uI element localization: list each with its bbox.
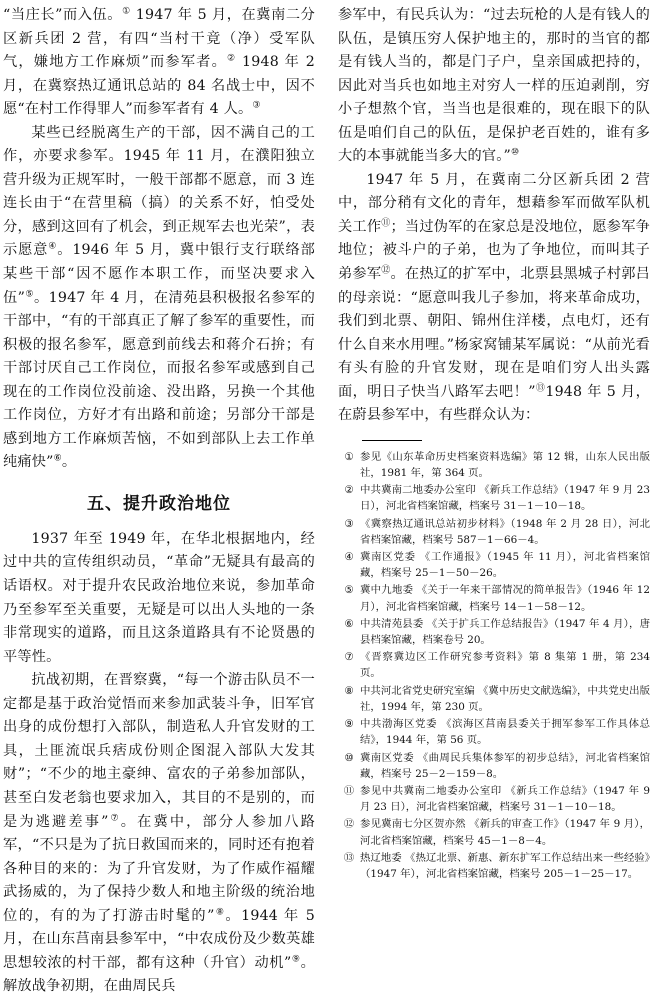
right-column xyxy=(338,4,650,883)
footnote-number: ⑧ xyxy=(344,684,354,697)
footnote-ref[interactable]: ⑩ xyxy=(511,147,520,158)
footnote-number: ④ xyxy=(344,551,354,564)
footnote-ref[interactable]: ⑥ xyxy=(53,453,62,464)
footnote-ref[interactable]: ⑪ xyxy=(381,218,391,229)
footnote-text: 中共冀南二地委办公室印 《新兵工作总结》（1947 年 9 月 23 日），河北省档案馆藏，档案号 31－1－10－18。 xyxy=(360,484,650,513)
footnote-number: ⑦ xyxy=(344,651,354,664)
footnote xyxy=(338,783,650,815)
footnote-ref[interactable]: ④ xyxy=(48,241,58,252)
footnote xyxy=(338,482,650,514)
footnote-ref[interactable]: ⑨ xyxy=(291,954,301,965)
footnote xyxy=(338,516,650,548)
footnote-number: ⑩ xyxy=(344,751,354,764)
footnote-ref[interactable]: ⑦ xyxy=(108,812,121,823)
footnote-text: 《晋察冀边区工作研究参考资料》第 8 集第 1 册，第 234 页。 xyxy=(360,651,650,680)
footnote-ref[interactable]: ⑬ xyxy=(535,383,546,394)
footnote-text: 参见冀南七分区贺亦然 《新兵的审查工作》（1947 年 9 月），河北省档案馆藏，档案号 45－1－8－4。 xyxy=(360,818,650,847)
footnote-number: ⑬ xyxy=(343,851,355,864)
footnote-ref[interactable]: ② xyxy=(227,53,237,64)
footnote xyxy=(338,449,650,481)
footnote-text: 《冀察热辽通讯总站初步材料》（1948 年 2 月 28 日），河北省档案馆藏，档案号 587－1－66－4。 xyxy=(360,517,650,546)
footnote-text: 冀中九地委 《关于一年来干部情况的简单报告》（1946 年 12 月），河北省档案馆藏，档案号 14－1－58－12。 xyxy=(360,584,650,613)
body-paragraph: 抗战初期，在晋察冀，“每一个游击队员不一定都是基于政治觉悟而来参加武装斗争，旧军官出身的成份想打入部队，制造私人升官发财的工具，土匪流氓兵痞成份则企图混入部队大发其财”；“不少的地主豪绅、富农的子弟参加部队，甚至白发老翁也要求加入，其目的不是别的，而是为逃避差事”⑦。在冀中，部分人参加八路军，“不只是为了抗日救国而来的，同时还有抱着各种目的来的：为了升官发财，为了作威作福耀武扬威的，为了保持少数人和地主阶级的统治地位的，有的为了打游击时髦的”⑧。1944 年 5 月，在山东莒南县参军中，“中农成份及少数英雄思想较浓的村干部，都有这种（升官）动机”⑨。解放战争初期，在曲周民兵 xyxy=(3,672,316,995)
footnote-text: 冀南区党委 《曲周民兵集体参军的初步总结》，河北省档案馆藏，档案号 25－2－159－8。 xyxy=(360,751,650,780)
footnote-ref[interactable]: ③ xyxy=(252,100,261,111)
left-column xyxy=(3,4,315,999)
footnote xyxy=(338,549,650,581)
footnote-ref[interactable]: ⑧ xyxy=(214,906,226,917)
footnote-number: ⑫ xyxy=(343,818,355,831)
footnote-number: ② xyxy=(344,484,354,497)
footnote xyxy=(338,683,650,715)
body-paragraph: “当庄长”而入伍。① 1947 年 5 月，在冀南二分区新兵团 2 营，有四“当村干竟（净）受军队气，嫌地方工作麻烦”而参军者。② 1948 年 2 月，在冀察热辽通讯总站的 84 名战士中，因不愿“在村工作得罪人”而参军者有 4 人。③ xyxy=(3,6,315,118)
footnote-number: ③ xyxy=(344,517,354,530)
footnote-number: ⑥ xyxy=(344,617,354,630)
footnote xyxy=(338,716,650,748)
footnote-text: 中共渤海区党委 《滨海区莒南县委关于拥军参军工作具体总结》，1944 年，第 56 页。 xyxy=(360,718,650,747)
footnote xyxy=(338,649,650,681)
footnote xyxy=(338,850,650,882)
footnote-number: ⑤ xyxy=(344,584,354,597)
footnote xyxy=(338,816,650,848)
footnote xyxy=(338,616,650,648)
body-paragraph: 1937 年至 1949 年，在华北根据地内，经过中共的宣传组织动员，“革命”无疑具有最高的话语权。对于提升农民政治地位来说，参加革命乃至参军至关重要，无疑是可以出人头地的一条非常现实的道路，而且这条道路具有不论贤愚的平等性。 xyxy=(3,530,315,665)
body-paragraph: 1947 年 5 月，在冀南二分区新兵团 2 营中，部分稍有文化的青年，想藉参军而做军队机关工作⑪；当过伪军的在家总是没地位，愿参军争地位；被斗户的子弟，也为了争地位，而叫其子弟参军⑫。在热辽的扩军中，北票县黑城子村郭吕的母亲说：“愿意叫我儿子参加，将来革命成功，我们到北票、朝阳、锦州住洋楼，点电灯，还有什么自来水用哩。”杨家窝铺某军属说：“从前光看有头有脸的升官发财，现在是咱们穷人出头露面，明日子快当八路军去吧！”⑬1948 年 5 月，在蔚县参军中，有些群众认为： xyxy=(338,171,650,424)
footnote-number: ⑪ xyxy=(343,784,355,797)
footnote-ref[interactable]: ⑫ xyxy=(381,265,391,276)
footnote-text: 参见中共冀南二地委办公室印 《新兵工作总结》（1947 年 9 月 23 日），河北省档案馆藏，档案号 31－1－10－18。 xyxy=(360,784,650,814)
footnote-ref[interactable]: ① xyxy=(122,6,131,17)
footnotes-list xyxy=(338,449,650,882)
footnote-number: ① xyxy=(344,450,354,463)
footnote-divider xyxy=(362,440,422,441)
section-heading: 五、提升政治地位 xyxy=(87,493,231,514)
footnote-number: ⑨ xyxy=(344,718,354,731)
footnote xyxy=(338,582,650,614)
footnote-text: 参见《山东革命历史档案资料选编》第 12 辑，山东人民出版社，1981 年，第 364 页。 xyxy=(360,450,650,480)
footnote-text: 热辽地委 《热辽北票、新惠、新东扩军工作总结出来一些经验》（1947 年），河北省档案馆藏，档案号 205－1－25－17。 xyxy=(360,851,650,880)
footnote-ref[interactable]: ⑤ xyxy=(25,288,34,299)
footnote-text: 中共清苑县委 《关于扩兵工作总结报告》（1947 年 4 月），唐县档案馆藏，档案卷号 20。 xyxy=(360,617,650,647)
footnote-text: 中共河北省党史研究室编 《冀中历史文献选编》，中共党史出版社，1994 年，第 230 页。 xyxy=(360,684,650,713)
footnote-text: 冀南区党委 《工作通报》（1945 年 11 月），河北省档案馆藏，档案号 25－1－50－26。 xyxy=(360,551,650,580)
body-paragraph: 参军中，有民兵认为：“过去玩枪的人是有钱人的队伍，是镇压穷人保护地主的，那时的当官的都是有钱人当的，都是门子户，皇亲国戚把持的，因此对当兵也如地主对穷人一样的压迫剥削，穷小子想熬个官，当当也是很难的，现在眼下的队伍是咱们自己的队伍，是保护老百姓的，谁有多大的本事就能当多大的官。”⑩ xyxy=(338,7,650,165)
body-paragraph: 某些已经脱离生产的干部，因不满自己的工作，亦要求参军。1945 年 11 月，在濮阳独立营升级为正规军时，一般干部都不愿意，而 3 连连长由于“在营里稿（搞）的关系不好，怕受处分，感到这回有了机会，到正规军去也光荣”，表示愿意④。1946 年 5 月，冀中银行支行联络部某些干部“因不愿作本职工作，而坚决要求入伍”⑤。1947 年 4 月，在清苑县积极报名参军的干部中，“有的干部真正了解了参军的重要性，而积极的报名参军，愿意到前线去和蒋介石拚；有干部讨厌自己工作岗位，而报名参军或感到自己现在的工作岗位没前途、没出路，另换一个其他工作岗位，方好才有出路和前途；另部分干部是感到地方工作麻烦苦恼，不如到部队上去工作单纯痛快”⑥。 xyxy=(3,124,316,471)
footnote xyxy=(338,750,650,782)
